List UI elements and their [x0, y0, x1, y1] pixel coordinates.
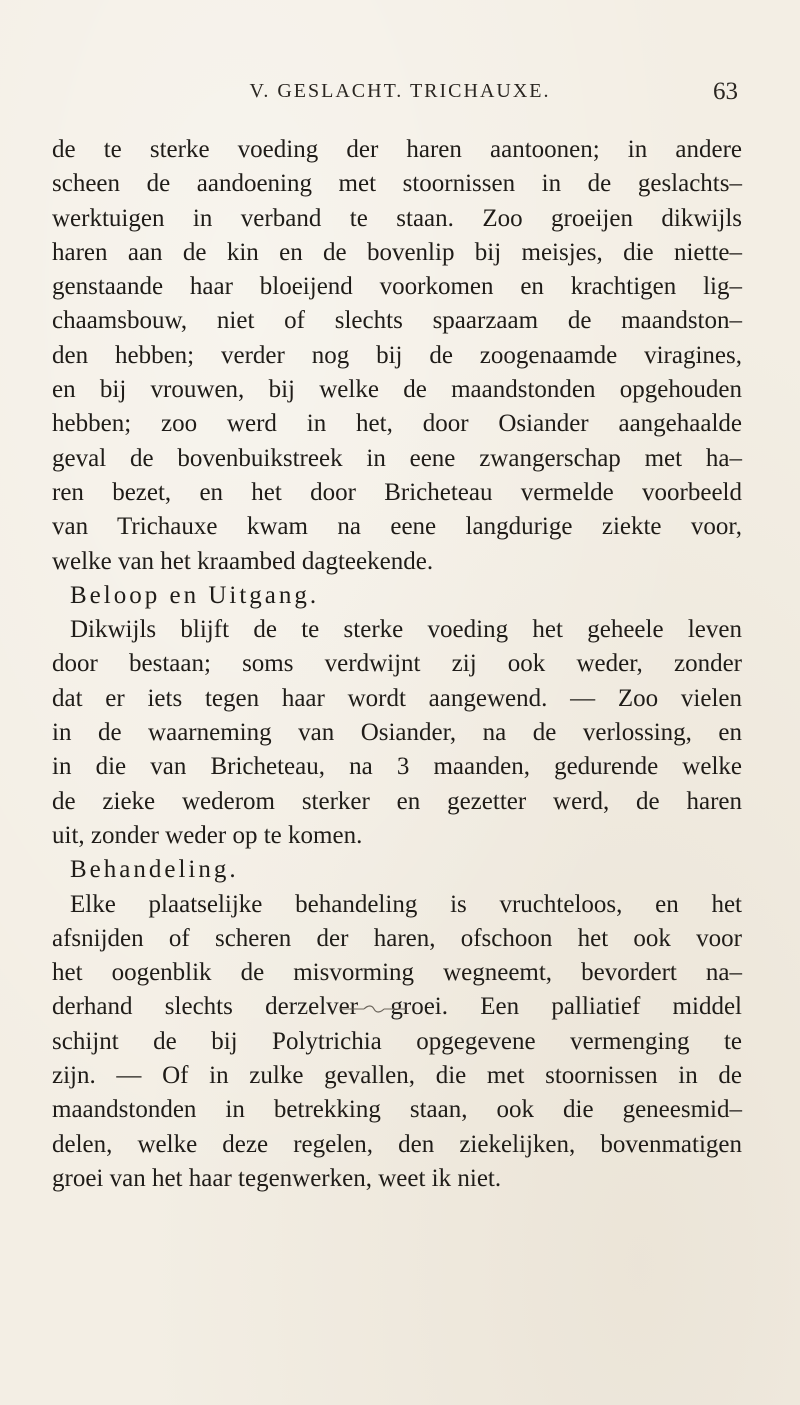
ornament-divider-icon	[338, 1004, 408, 1014]
text-line: in de waarneming van Osiander, na de verlossing, en	[52, 719, 742, 747]
text-line: scheen de aandoening met stoornissen in de geslachts–	[52, 170, 742, 198]
text-line: uit, zonder weder op te komen.	[52, 821, 363, 849]
text-line: maandstonden in betrekking staan, ook die geneesmid–	[52, 1096, 742, 1124]
section-heading-behandeling: Behandeling.	[70, 856, 239, 884]
text-line: genstaande haar bloeijend voorkomen en krachtigen lig–	[52, 273, 742, 301]
text-line: en bij vrouwen, bij welke de maandstonden opgehouden	[52, 376, 742, 404]
text-line: den hebben; verder nog bij de zoogenaamde viragines,	[52, 341, 742, 369]
text-line: door bestaan; soms verdwijnt zij ook weder, zonder	[52, 650, 742, 678]
text-line: chaamsbouw, niet of slechts spaarzaam de maandston–	[52, 307, 742, 335]
text-line: Elke plaatselijke behandeling is vruchteloos, en het	[70, 890, 742, 918]
text-line: haren aan de kin en de bovenlip bij meisjes, die niette–	[52, 238, 742, 266]
text-line: Dikwijls blijft de te sterke voeding het geheele leven	[70, 616, 742, 644]
text-line: geval de bovenbuikstreek in eene zwangerschap met ha–	[52, 444, 742, 472]
text-line: schijnt de bij Polytrichia opgegevene vermenging te	[52, 1027, 742, 1055]
text-line: van Trichauxe kwam na eene langdurige ziekte voor,	[52, 513, 742, 541]
section-heading-beloop: Beloop en Uitgang.	[70, 581, 320, 609]
text-line: de zieke wederom sterker en gezetter werd, de haren	[52, 787, 742, 815]
text-line: werktuigen in verband te staan. Zoo groeijen dikwijls	[52, 204, 742, 232]
text-line: welke van het kraambed dagteekende.	[52, 547, 434, 575]
page-number: 63	[713, 78, 738, 105]
text-line: groei van het haar tegenwerken, weet ik niet.	[52, 1164, 502, 1192]
text-line: dat er iets tegen haar wordt aangewend. — Zoo vielen	[52, 684, 742, 712]
text-line: de te sterke voeding der haren aantoonen; in andere	[52, 136, 742, 163]
text-line: afsnijden of scheren der haren, ofschoon het ook voor	[52, 924, 742, 952]
text-line: delen, welke deze regelen, den ziekelijken, bovenmatigen	[52, 1130, 742, 1158]
text-line: ren bezet, en het door Bricheteau vermelde voorbeeld	[52, 478, 742, 506]
text-line: in die van Bricheteau, na 3 maanden, gedurende welke	[52, 753, 742, 781]
text-line: derhand slechts derzelver groei. Een palliatief middel	[52, 993, 742, 1021]
text-line: zijn. — Of in zulke gevallen, die met stoornissen in de	[52, 1062, 742, 1090]
text-line: hebben; zoo werd in het, door Osiander aangehaalde	[52, 410, 742, 438]
text-line: het oogenblik de misvorming wegneemt, bevordert na–	[52, 959, 742, 987]
running-title: V. GESLACHT. TRICHAUXE.	[249, 80, 551, 102]
body-text	[52, 133, 742, 1196]
